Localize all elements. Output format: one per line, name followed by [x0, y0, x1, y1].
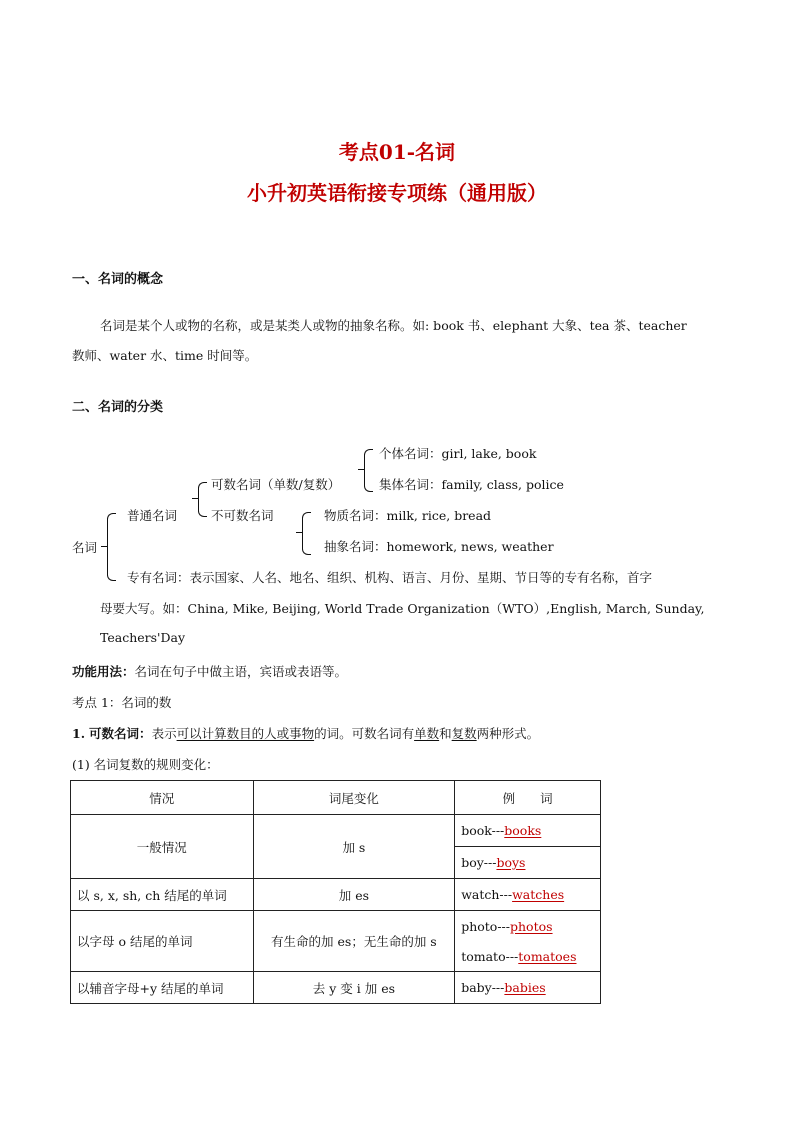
brace-common-tip: [192, 498, 198, 499]
situation-cell: 以辅音字母+y 结尾的单词: [71, 972, 254, 1004]
example-plural: watches: [512, 887, 565, 902]
table-header: 例 词: [455, 781, 601, 815]
brace-root: [107, 513, 116, 581]
example-plural: boys: [496, 855, 526, 870]
brace-countable-tip: [358, 469, 364, 470]
example-plural: tomatoes: [518, 948, 577, 964]
table-header-row: [71, 781, 601, 815]
tree-proper-3: Teachers'Day: [100, 630, 186, 645]
example-plural: babies: [504, 980, 546, 995]
example-cell: [455, 972, 601, 1004]
countable-num: 1.: [72, 726, 86, 741]
example-base: watch---: [461, 887, 513, 902]
table-row: [71, 972, 601, 1004]
tree-uncountable: 不可数名词: [211, 508, 274, 523]
example-cell: [455, 911, 601, 942]
tree-material: 物质名词：milk, rice, bread: [324, 508, 492, 523]
tree-common: 普通名词: [127, 508, 178, 523]
tree-countable: 可数名词（单数/复数）: [211, 477, 341, 492]
example-base: baby---: [461, 980, 505, 995]
table-header: 词尾变化: [253, 781, 455, 815]
situation-cell: 以字母 o 结尾的单词: [71, 911, 254, 972]
change-cell: 去 y 变 i 加 es: [253, 972, 455, 1004]
example-base: tomato---: [461, 948, 519, 964]
situation-cell: 以 s, x, sh, ch 结尾的单词: [71, 879, 254, 911]
example-base: photo---: [461, 918, 510, 934]
page-title: 考点01-名词: [338, 140, 456, 164]
countable-u1: 可以计算数目的人或事物: [176, 726, 315, 741]
brace-uncountable: [302, 512, 311, 555]
function-label: 功能用法：: [72, 664, 135, 679]
brace-countable: [364, 449, 373, 492]
function-usage: [72, 662, 347, 680]
section1-text-2: 教师、water 水、time 时间等。: [72, 348, 258, 363]
example-plural: photos: [510, 918, 553, 934]
countable-pre: 表示: [151, 726, 177, 741]
tree-proper-1: 专有名词：表示国家、人名、地名、组织、机构、语言、月份、星期、节日等的专有名称，首字: [127, 570, 653, 585]
table-row: [71, 815, 601, 847]
plural-rules-table: [70, 780, 601, 1004]
section1-text-1: 名词是某个人或物的名称，或是某类人或物的抽象名称。如: book 书、elephant 大象、tea 茶、teacher: [100, 318, 687, 333]
countable-definition: [72, 724, 539, 742]
table-row: [71, 879, 601, 911]
example-base: boy---: [461, 855, 497, 870]
tree-abstract: 抽象名词：homework, news, weather: [324, 539, 554, 554]
countable-mid: 的词。可数名词有: [314, 726, 415, 741]
brace-root-tip: [101, 546, 107, 547]
example-plural: books: [504, 823, 542, 838]
example-base: book---: [461, 823, 505, 838]
tree-individual: 个体名词：girl, lake, book: [379, 446, 537, 461]
function-text: 名词在句子中做主语，宾语或表语等。: [134, 664, 348, 679]
rule-heading: (1) 名词复数的规则变化：: [72, 757, 219, 772]
countable-u3: 复数: [451, 726, 477, 741]
situation-cell: 一般情况: [71, 815, 254, 879]
brace-uncountable-tip: [296, 532, 302, 533]
example-cell: [455, 815, 601, 847]
countable-u2: 单数: [414, 726, 440, 741]
table-row: [71, 911, 601, 942]
change-cell: 加 s: [253, 815, 455, 879]
countable-and: 和: [439, 726, 452, 741]
point1-heading: 考点 1：名词的数: [72, 695, 172, 710]
table-header: 情况: [71, 781, 254, 815]
example-cell: [455, 847, 601, 879]
tree-root: 名词: [72, 540, 98, 555]
change-cell: 有生命的加 es；无生命的加 s: [253, 911, 455, 972]
example-cell: [455, 941, 601, 972]
section1-heading: 一、名词的概念: [72, 272, 164, 287]
page-subtitle: 小升初英语衔接专项练（通用版）: [247, 181, 547, 205]
tree-proper-2: 母要大写。如：China, Mike, Beijing, World Trade Organization（WTO）,English, March, Sunday,: [100, 601, 705, 616]
brace-common: [198, 482, 207, 517]
countable-label: 可数名词：: [89, 726, 152, 741]
tree-collective: 集体名词：family, class, police: [379, 477, 564, 492]
change-cell: 加 es: [253, 879, 455, 911]
example-cell: [455, 879, 601, 911]
section2-heading: 二、名词的分类: [72, 400, 164, 415]
countable-post: 两种形式。: [476, 726, 540, 741]
